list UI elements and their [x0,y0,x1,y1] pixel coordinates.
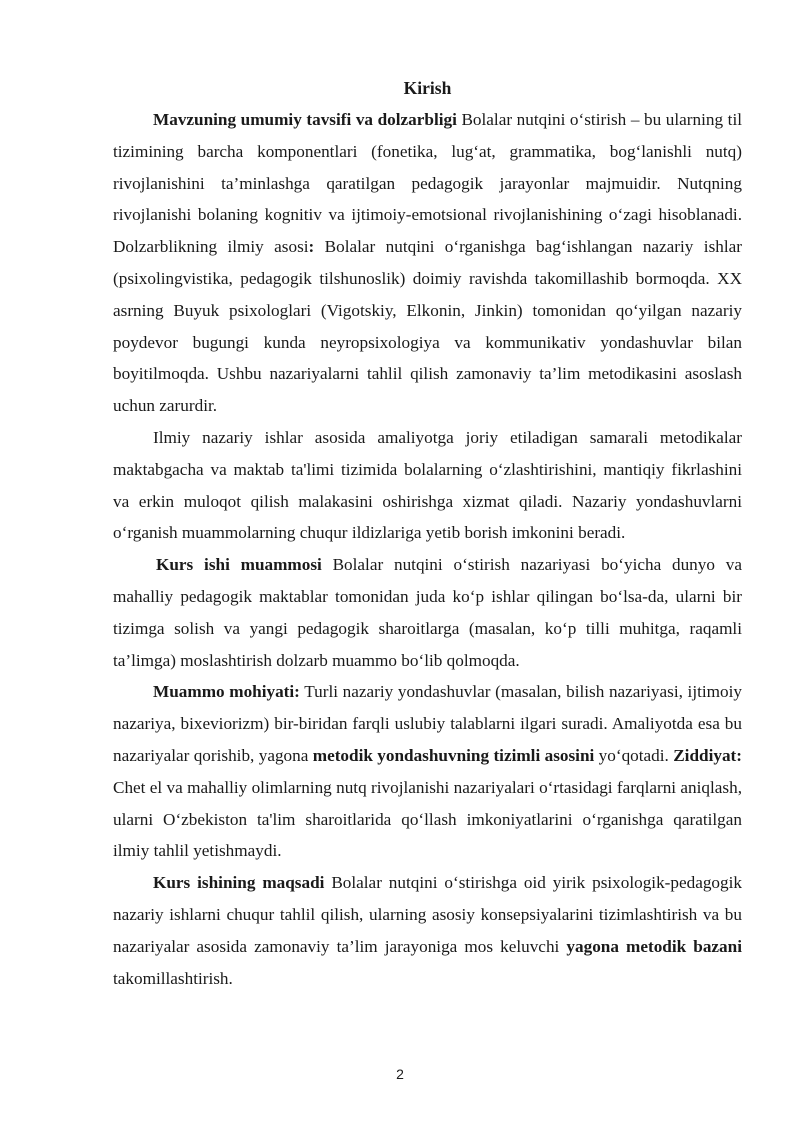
paragraph-bold-phrase: metodik yondashuvning tizimli asosini [312,745,595,765]
paragraph-text: Bolalar nutqini o‘stirishga oid yirik psixologik-pedagogik nazariy ishlarni chuqur tahlil qilish, ularning asosiy konsepsiyalarini tizimlashtirish va bu nazariyalar asosida zamonaviy ta’lim jarayoniga mos keluvchi [113,873,742,956]
paragraph-practice [113,422,742,549]
paragraph-text: Bolalar nutqini o‘stirish – bu ularning til tizimining barcha komponentlari (fonetika, lug‘at, grammatika, bog‘lanishli nutq) rivojlanishini ta’minlashga qaratilgan pedagogik jarayonlar majmuidir. Nutqning rivojlanishi bolaning kognitiv va ijtimoiy-emotsional rivojlanishining o‘zagi hisoblanadi. Dolzarblikning ilmiy asosi [113,110,742,257]
paragraph-heading: Muammo mohiyati: [153,682,300,702]
paragraph-heading: Kurs ishi muammosi [156,555,322,575]
paragraph-relevance [113,104,742,422]
paragraph-text: yo‘qotadi. [594,745,674,765]
paragraph-bold-phrase: yagona metodik bazani [566,936,742,956]
paragraph-problem [113,549,742,676]
paragraph-text: Bolalar nutqini o‘rganishga bag‘ishlangan nazariy ishlar (psixolingvistika, pedagogik tilshunoslik) doimiy ravishda takomillashib bormoqda. XX asrning Buyuk psixologlari (Vigotskiy, Elkonin, Jinkin) tomonidan qo‘yilgan nazariy poydevor bugungi kunda neyropsixologiya va kommunikativ yondashuvlar bilan boyitilmoqda. Ushbu nazariyalarni tahlil qilish zamonaviy ta’lim metodikasini asoslash uchun zarurdir. [113,237,742,416]
page-number: 2 [396,1066,404,1082]
paragraph-essence [113,676,742,867]
paragraph-heading: Ziddiyat: [673,745,742,765]
paragraph-text: takomillashtirish. [113,968,233,988]
paragraph-heading: Kurs ishining maqsadi [153,873,325,893]
paragraph-colon: : [308,237,315,257]
paragraph-text: Ilmiy nazariy ishlar asosida amaliyotga joriy etiladigan samarali metodikalar maktabgacha va maktab ta'limi tizimida bolalarning o‘zlashtirishini, mantiqiy fikrlashini va erkin muloqot qilish malakasini oshirishga xizmat qiladi. Nazariy yondashuvlarni o‘rganish muammolarning chuqur ildizlariga yetib borish imkonini beradi. [113,427,742,543]
paragraph-goal [113,867,742,994]
document-page [113,72,742,994]
paragraph-heading: Mavzuning umumiy tavsifi va dolzarbligi [153,110,457,129]
paragraph-text: Bolalar nutqini o‘stirish nazariyasi bo‘yicha dunyo va mahalliy pedagogik maktablar tomonidan juda ko‘p ishlar qilingan bo‘lsa-da, ularni bir tizimga solish va yangi pedagogik sharoitlarga (masalan, ko‘p tilli muhitga, raqamli ta’limga) moslashtirish dolzarb muammo bo‘lib qolmoqda. [113,555,742,670]
paragraph-text: Chet el va mahalliy olimlarning nutq rivojlanishi nazariyalari o‘rtasidagi farqlarni aniqlash, ularni O‘zbekiston ta'lim sharoitlarida qo‘llash imkoniyatlarini o‘rganishga qaratilgan ilmiy tahlil yetishmaydi. [113,777,742,861]
page-title: Kirish [403,78,452,98]
paragraph-text: Turli nazariy yondashuvlar (masalan, bilish nazariyasi, ijtimoiy nazariya, bixeviorizm) bir-biridan farqli uslubiy talablarni ilgari suradi. Amaliyotda esa bu nazariyalar qorishib, yagona [113,682,742,765]
